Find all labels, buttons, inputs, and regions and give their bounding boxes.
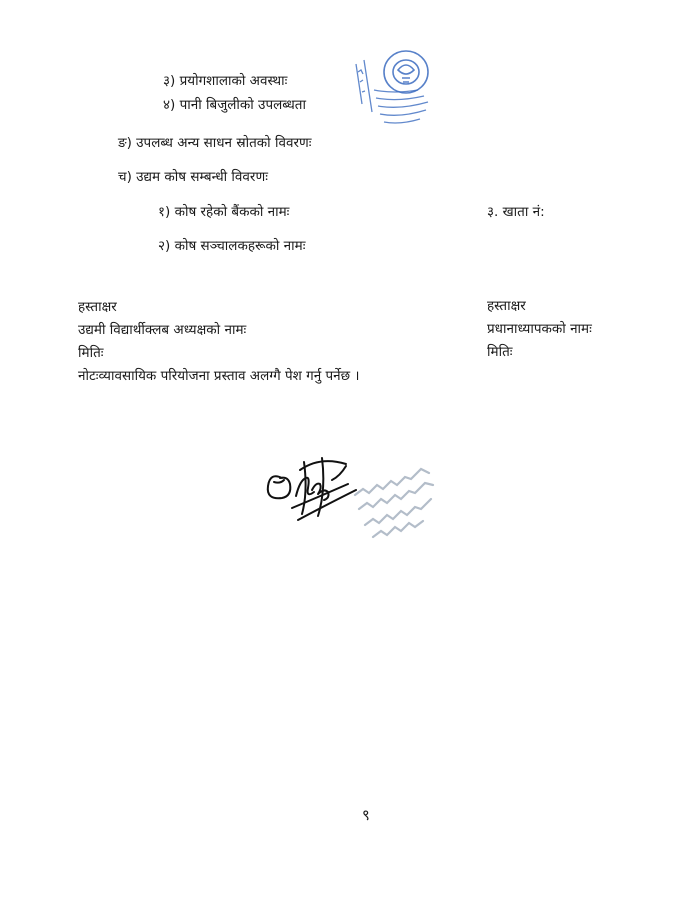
left-date-label: मितिः bbox=[78, 345, 104, 361]
headteacher-name-label: प्रधानाध्यापकको नामः bbox=[487, 321, 592, 337]
account-number-label: ३. खाता नं: bbox=[487, 204, 545, 220]
note-text: नोटःव्यावसायिक परियोजना प्रस्ताव अलग्गै पेश गर्नु पर्नेछ । bbox=[78, 368, 360, 384]
lab-condition-item: ३) प्रयोगशालाको अवस्थाः bbox=[163, 73, 288, 89]
fund-details-heading: च) उद्यम कोष सम्बन्धी विवरणः bbox=[118, 169, 268, 185]
right-signature-label: हस्ताक्षर bbox=[487, 298, 526, 314]
water-electricity-item: ४) पानी बिजुलीको उपलब्धता bbox=[163, 97, 307, 113]
club-president-name-label: उद्यमी विद्यार्थीक्लब अध्यक्षको नामः bbox=[78, 322, 247, 338]
right-date-label: मितिः bbox=[487, 344, 513, 360]
page-number: ९ bbox=[362, 806, 370, 824]
bank-name-label: १) कोष रहेको बैंकको नामः bbox=[158, 204, 290, 220]
left-signature-label: हस्ताक्षर bbox=[78, 299, 117, 315]
other-resources-heading: ङ) उपलब्ध अन्य साधन स्रोतको विवरणः bbox=[118, 135, 312, 151]
fund-operators-label: २) कोष सञ्चालकहरूको नामः bbox=[158, 238, 306, 254]
school-seal-icon bbox=[348, 42, 448, 138]
signature-icon bbox=[262, 448, 366, 532]
